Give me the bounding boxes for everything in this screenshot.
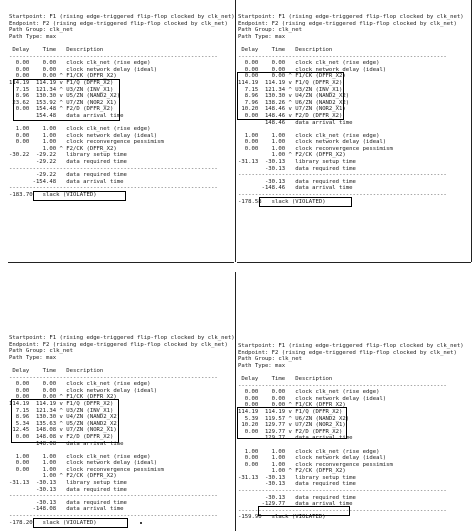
slack-highlight — [33, 518, 128, 528]
path-row: 114.19 114.19 v F1/Q (DFFR_X2) — [9, 400, 114, 407]
capture-row: 0.00 1.00 clock network delay (ideal) — [238, 455, 387, 462]
launch-row: 0.00 0.00 clock network delay (ideal) — [9, 66, 158, 73]
path-row: 23.62 153.92 ^ U7/ZN (NOR2_X1) — [9, 99, 117, 106]
capture-row: 1.00 1.00 clock clk_net (rise edge) — [9, 453, 151, 460]
separator: -------------------------------------------------------------- — [9, 513, 218, 520]
summary-row: -30.13 data required time — [238, 494, 356, 501]
timing-report-panel-1 — [9, 14, 237, 199]
path-group-line: Path Group: clk_net — [9, 348, 73, 355]
summary-row: -148.08 data arrival time — [9, 506, 124, 513]
launch-row: 0.00 0.00 ^ F1/CK (DFFR_X2) — [238, 73, 346, 80]
path-row: 0.00 148.46 v F2/D (DFFR_X2) — [238, 112, 343, 119]
capture-row: 1.00 ^ F2/CK (DFFR_X2) — [238, 468, 346, 475]
path-row: 8.96 130.30 v U4/ZN (NAND2_X2) — [238, 93, 350, 100]
path-row: 114.19 114.19 v F1/Q (DFFR_X2) — [238, 408, 343, 415]
capture-row: -31.13 -30.13 library setup time — [238, 474, 356, 481]
path-row: 7.96 138.26 ^ U6/ZN (NAND2_X2) — [238, 99, 350, 106]
endpoint-line: Endpoint: F2 (rising edge-triggered flip-flop clocked by clk_net) — [238, 349, 457, 356]
startpoint-line: Startpoint: F1 (rising edge-triggered flip-flop clocked by clk_net) — [9, 14, 235, 20]
path-row: 129.77 data arrival time — [238, 435, 353, 442]
path-row: 5.34 135.63 ^ U5/ZN (NAND2_X2) — [9, 420, 121, 427]
capture-row: -31.13 -30.13 library setup time — [9, 480, 127, 487]
capture-row: -29.22 data required time — [9, 159, 127, 166]
path-row: 7.15 121.34 ^ U3/ZN (INV_X1) — [238, 86, 343, 93]
path-group-line: Path Group: clk_net — [238, 27, 302, 34]
capture-row: 0.00 1.00 clock network delay (ideal) — [9, 132, 158, 139]
column-header: Delay Time Description — [9, 46, 104, 53]
separator: -------------------------------------------------------------- — [9, 185, 218, 192]
path-row: 0.00 154.48 ^ F2/D (DFFR_X2) — [9, 106, 114, 113]
slack-row: -178.20 slack (VIOLATED) — [9, 519, 97, 526]
launch-row: 0.00 0.00 clock network delay (ideal) — [238, 395, 387, 402]
slack-row: -178.58 slack (VIOLATED) — [238, 198, 326, 205]
summary-row: -129.77 data arrival time — [238, 501, 353, 508]
path-row: 7.15 121.34 ^ U3/ZN (INV_X1) — [9, 407, 114, 414]
capture-row: -30.13 data required time — [238, 165, 356, 172]
separator: -------------------------------------------------------------- — [238, 507, 447, 514]
path-row: 8.96 130.30 v U5/ZN (NAND2_X2) — [9, 93, 121, 100]
slack-highlight — [258, 506, 350, 516]
separator: -------------------------------------------------------------- — [238, 192, 447, 199]
capture-row: 1.00 ^ F2/CK (DFFR_X2) — [238, 152, 346, 159]
capture-row: 0.00 1.00 clock reconvergence pessimism — [9, 466, 164, 473]
summary-row: -30.13 data required time — [9, 499, 127, 506]
separator: -------------------------------------------------------------- — [238, 172, 447, 179]
launch-row: 0.00 0.00 clock clk_net (rise edge) — [9, 381, 151, 388]
path-row: 0.00 148.08 v F2/D (DFFR_X2) — [9, 433, 114, 440]
capture-row: -30.13 data required time — [238, 481, 356, 488]
stray-dot — [140, 522, 142, 524]
capture-row: 1.00 1.00 clock clk_net (rise edge) — [238, 448, 380, 455]
path-row: 10.20 148.46 v U7/ZN (NOR2_X1) — [238, 106, 346, 113]
endpoint-line: Endpoint: F2 (rising edge-triggered flip-flop clocked by clk_net) — [238, 20, 457, 27]
path-type-line: Path Type: max — [238, 33, 286, 40]
slack-highlight — [259, 197, 352, 207]
timing-report-panel-2 — [238, 14, 466, 205]
path-row: 12.45 148.08 v U7/ZN (NOR2_X1) — [9, 427, 117, 434]
path-row: 7.15 121.34 ^ U3/ZN (INV_X1) — [9, 86, 114, 93]
path-row: 114.19 114.19 v F1/Q (DFFR_X2) — [9, 79, 114, 86]
path-row: 148.46 data arrival time — [238, 119, 353, 126]
launch-row: 0.00 0.00 clock clk_net (rise edge) — [9, 60, 151, 67]
critical-path-highlight — [13, 79, 120, 121]
divider-horizontal-left — [8, 262, 234, 263]
column-header: Delay Time Description — [9, 367, 104, 374]
path-group-line: Path Group: clk_net — [238, 356, 302, 363]
path-row: 10.20 129.77 v U7/ZN (NOR2_X1) — [238, 422, 346, 429]
path-group-line: Path Group: clk_net — [9, 27, 73, 34]
capture-row: -30.22 -29.22 library setup time — [9, 152, 127, 159]
path-row: 5.39 119.57 ^ U6/ZN (NAND2_X2) — [238, 415, 350, 422]
separator: -------------------------------------------------------------- — [9, 53, 218, 60]
path-row: 8.96 130.30 v U4/ZN (NAND2_X2) — [9, 414, 121, 421]
critical-path-highlight — [11, 399, 119, 443]
capture-row: -31.13 -30.13 library setup time — [238, 159, 356, 166]
capture-row: 0.00 1.00 clock network delay (ideal) — [238, 139, 387, 146]
launch-row: 0.00 0.00 ^ F1/CK (DFFR_X2) — [9, 73, 117, 80]
path-type-line: Path Type: max — [9, 33, 57, 40]
capture-row: 1.00 ^ F2/CK (DFFR_X2) — [9, 145, 117, 152]
summary-row: -148.46 data arrival time — [238, 185, 353, 192]
capture-row: 0.00 1.00 clock reconvergence pessimism — [238, 461, 393, 468]
separator: -------------------------------------------------------------- — [238, 53, 447, 60]
separator: -------------------------------------------------------------- — [9, 374, 218, 381]
separator: -------------------------------------------------------------- — [9, 493, 218, 500]
path-row: 114.19 114.19 v F1/Q (DFFR_X2) — [238, 79, 343, 86]
endpoint-line: Endpoint: F2 (rising edge-triggered flip-flop clocked by clk_net) — [9, 341, 228, 348]
launch-row: 0.00 0.00 clock clk_net (rise edge) — [238, 60, 380, 67]
divider-horizontal-right — [237, 262, 471, 263]
path-row: 0.00 129.77 v F2/D (DFFR_X2) — [238, 428, 343, 435]
path-type-line: Path Type: max — [238, 362, 286, 369]
separator: -------------------------------------------------------------- — [238, 382, 447, 389]
slack-row: -159.90 slack (VIOLATED) — [238, 514, 326, 521]
critical-path-highlight — [237, 407, 347, 439]
path-row: 148.08 data arrival time — [9, 440, 124, 447]
slack-highlight — [33, 191, 126, 201]
startpoint-line: Startpoint: F1 (rising edge-triggered flip-flop clocked by clk_net) — [9, 335, 235, 341]
startpoint-line: Startpoint: F1 (rising edge-triggered flip-flop clocked by clk_net) — [238, 343, 464, 349]
path-type-line: Path Type: max — [9, 354, 57, 361]
capture-row: 0.00 1.00 clock reconvergence pessimism — [238, 145, 393, 152]
launch-row: 0.00 0.00 clock network delay (ideal) — [238, 66, 387, 73]
critical-path-highlight — [237, 72, 344, 120]
launch-row: 0.00 0.00 ^ F1/CK (DFFR_X2) — [9, 394, 117, 401]
separator: -------------------------------------------------------------- — [9, 165, 218, 172]
summary-row: -29.22 data required time — [9, 172, 127, 179]
capture-row: -30.13 data required time — [9, 486, 127, 493]
capture-row: 1.00 1.00 clock clk_net (rise edge) — [238, 132, 380, 139]
timing-report-panel-3 — [9, 335, 237, 526]
capture-row: 0.00 1.00 clock network delay (ideal) — [9, 460, 158, 467]
capture-row: 0.00 1.00 clock reconvergence pessimism — [9, 139, 164, 146]
capture-row: 1.00 1.00 clock clk_net (rise edge) — [9, 126, 151, 133]
summary-row: -154.48 data arrival time — [9, 178, 124, 185]
path-row: 154.48 data arrival time — [9, 112, 124, 119]
slack-row: -183.70 slack (VIOLATED) — [9, 192, 97, 199]
launch-row: 0.00 0.00 clock clk_net (rise edge) — [238, 389, 380, 396]
startpoint-line: Startpoint: F1 (rising edge-triggered flip-flop clocked by clk_net) — [238, 14, 464, 20]
launch-row: 0.00 0.00 ^ F1/CK (DFFR_X2) — [238, 402, 346, 409]
endpoint-line: Endpoint: F2 (rising edge-triggered flip-flop clocked by clk_net) — [9, 20, 228, 27]
capture-row: 1.00 ^ F2/CK (DFFR_X2) — [9, 473, 117, 480]
timing-report-panel-4 — [238, 343, 466, 521]
launch-row: 0.00 0.00 clock network delay (ideal) — [9, 387, 158, 394]
summary-row: -30.13 data required time — [238, 178, 356, 185]
column-header: Delay Time Description — [238, 375, 333, 382]
separator: -------------------------------------------------------------- — [238, 488, 447, 495]
column-header: Delay Time Description — [238, 46, 333, 53]
divider-right-top — [471, 0, 472, 262]
